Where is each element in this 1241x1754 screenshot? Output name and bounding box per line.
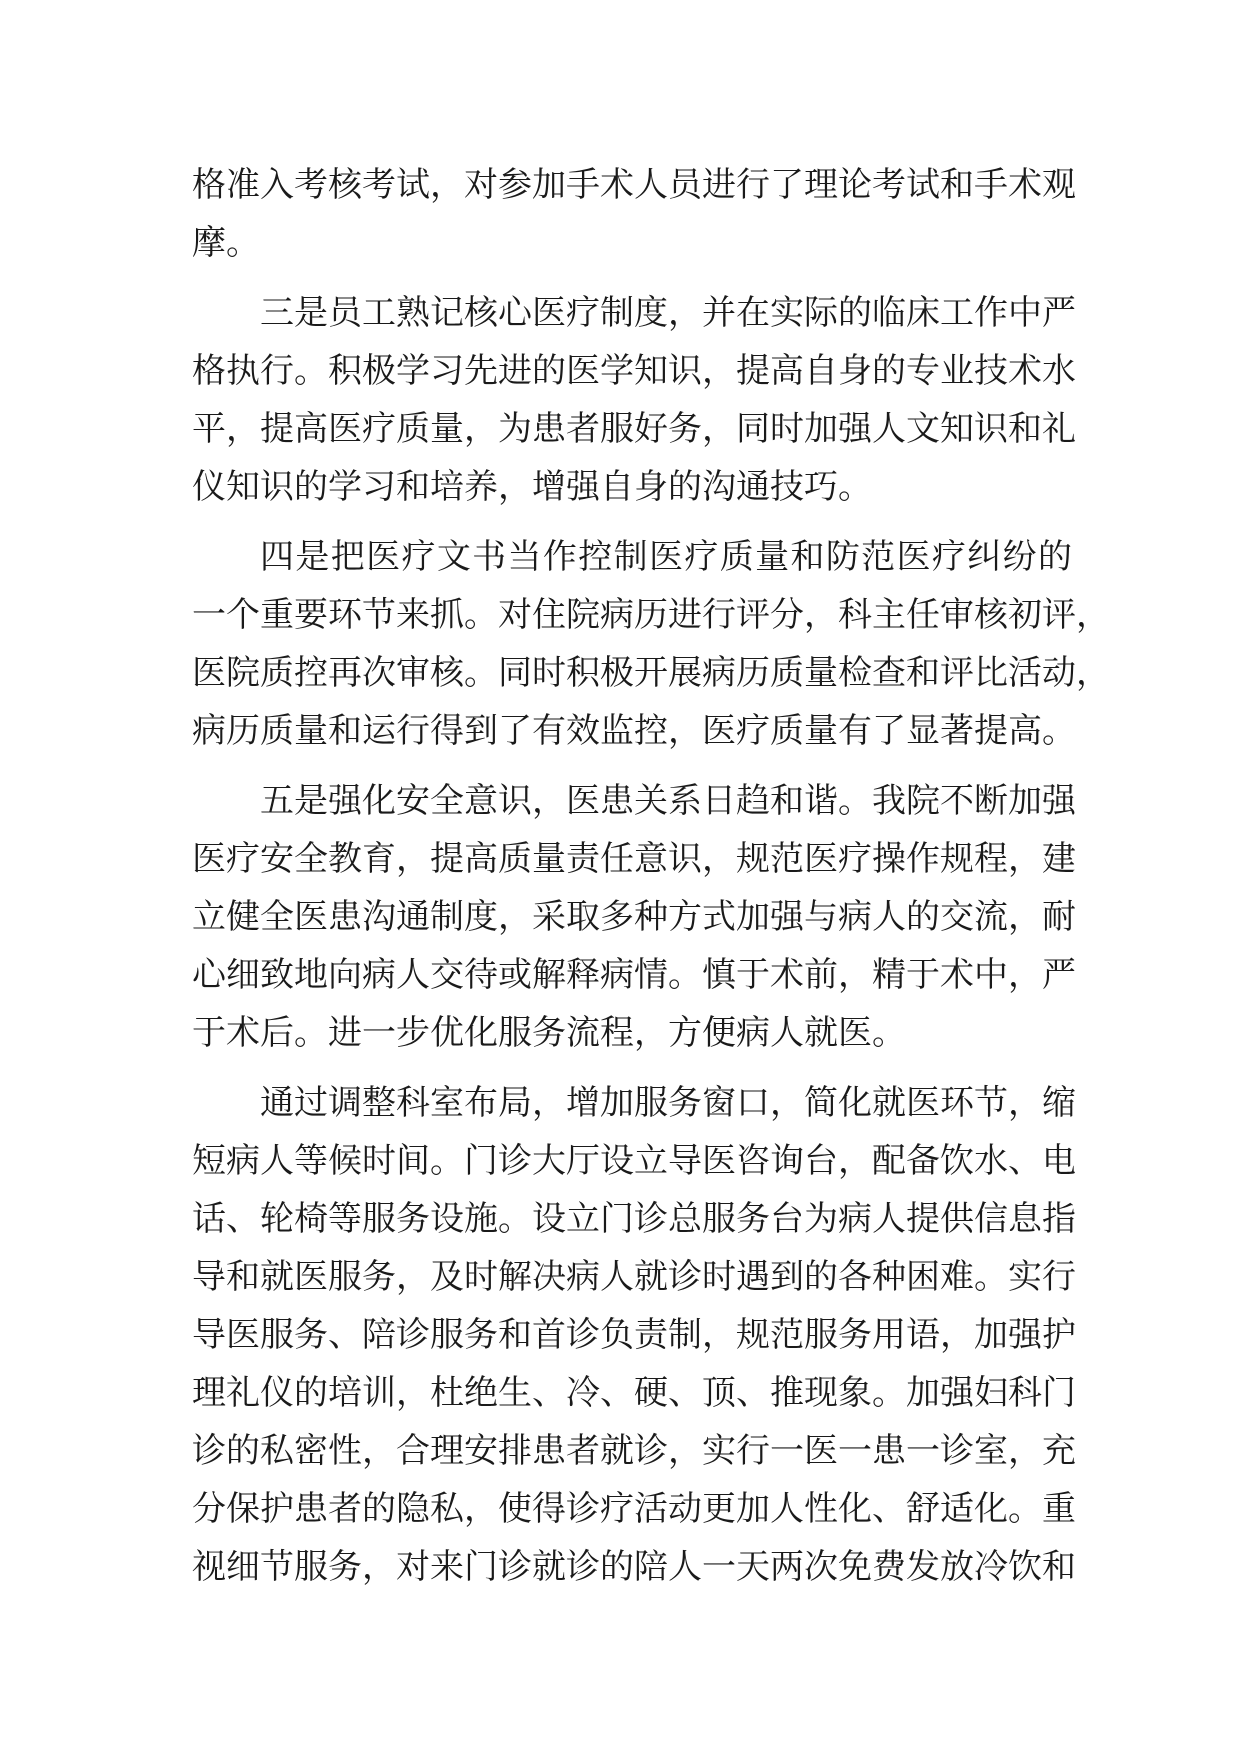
- text-line: 四是把医疗文书当作控制医疗质量和防范医疗纠纷的: [260, 537, 1072, 577]
- text-line: 仪知识的学习和培养，增强自身的沟通技巧。: [192, 467, 872, 507]
- text-line: 立健全医患沟通制度，采取多种方式加强与病人的交流，耐: [192, 897, 1076, 937]
- text-line: 摩。: [192, 223, 260, 263]
- paragraph-5: [192, 1074, 1076, 1596]
- paragraph-2: [192, 284, 1076, 516]
- text-line: 医疗安全教育，提高质量责任意识，规范医疗操作规程，建: [192, 839, 1076, 879]
- text-line: 平，提高医疗质量，为患者服好务，同时加强人文知识和礼: [192, 409, 1076, 449]
- text-line: 分保护患者的隐私，使得诊疗活动更加人性化、舒适化。重: [192, 1489, 1076, 1529]
- paragraph-4: [192, 772, 1076, 1062]
- text-line: 导和就医服务，及时解决病人就诊时遇到的各种困难。实行: [192, 1257, 1076, 1297]
- text-line: 五是强化安全意识，医患关系日趋和谐。我院不断加强: [260, 781, 1076, 821]
- text-line: 通过调整科室布局，增加服务窗口，简化就医环节，缩: [260, 1083, 1076, 1123]
- text-line: 一个重要环节来抓。对住院病历进行评分，科主任审核初评，: [192, 595, 1110, 635]
- text-line: 于术后。进一步优化服务流程，方便病人就医。: [192, 1013, 906, 1053]
- text-line: 导医服务、陪诊服务和首诊负责制，规范服务用语，加强护: [192, 1315, 1076, 1355]
- text-line: 心细致地向病人交待或解释病情。慎于术前，精于术中，严: [192, 955, 1076, 995]
- document-body: [192, 156, 1110, 1596]
- text-line: 诊的私密性，合理安排患者就诊，实行一医一患一诊室，充: [192, 1431, 1076, 1471]
- text-line: 格执行。积极学习先进的医学知识，提高自身的专业技术水: [192, 351, 1076, 391]
- paragraph-3: [192, 528, 1110, 760]
- text-line: 话、轮椅等服务设施。设立门诊总服务台为病人提供信息指: [192, 1199, 1076, 1239]
- text-line: 病历质量和运行得到了有效监控，医疗质量有了显著提高。: [192, 711, 1076, 751]
- text-line: 视细节服务，对来门诊就诊的陪人一天两次免费发放冷饮和: [192, 1547, 1076, 1587]
- text-line: 短病人等候时间。门诊大厅设立导医咨询台，配备饮水、电: [192, 1141, 1076, 1181]
- paragraph-1: [192, 156, 1076, 272]
- text-line: 三是员工熟记核心医疗制度，并在实际的临床工作中严: [260, 293, 1076, 333]
- text-line: 医院质控再次审核。同时积极开展病历质量检查和评比活动，: [192, 653, 1110, 693]
- text-line: 格准入考核考试，对参加手术人员进行了理论考试和手术观: [192, 165, 1076, 205]
- text-line: 理礼仪的培训，杜绝生、冷、硬、顶、推现象。加强妇科门: [192, 1373, 1076, 1413]
